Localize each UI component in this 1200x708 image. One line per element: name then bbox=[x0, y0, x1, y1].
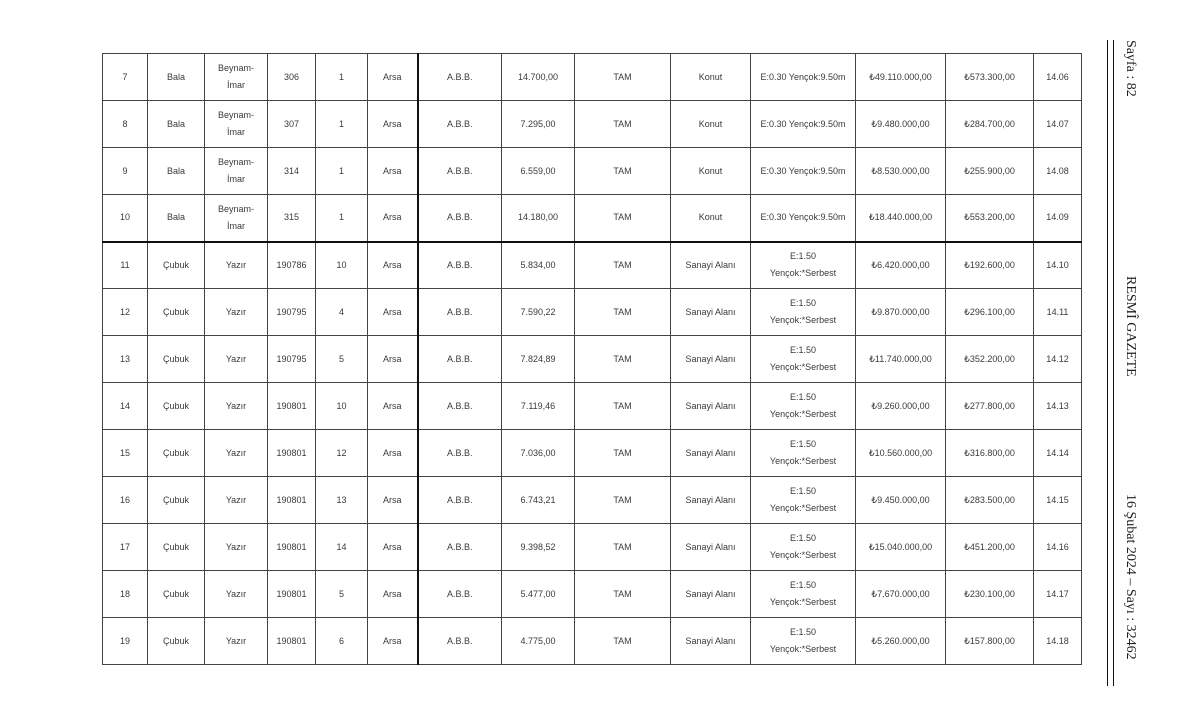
cell-building-terms: E:1.50 Yençok:*Serbest bbox=[751, 571, 856, 618]
table-row bbox=[103, 336, 1082, 383]
cell-estimated-value: ₺15.040.000,00 bbox=[856, 524, 946, 571]
cell-zoning: Sanayi Alanı bbox=[671, 477, 751, 524]
cell-zoning: Konut bbox=[671, 101, 751, 148]
cell-area: 7.036,00 bbox=[502, 430, 575, 477]
cell-owner: A.B.B. bbox=[418, 336, 502, 383]
cell-district: Bala bbox=[148, 54, 205, 101]
cell-district: Çubuk bbox=[148, 618, 205, 665]
page-number: Sayfa : 82 bbox=[1123, 40, 1138, 97]
cell-area: 7.119,46 bbox=[502, 383, 575, 430]
cell-guarantee: ₺316.800,00 bbox=[946, 430, 1034, 477]
cell-parcel-block: 190795 bbox=[268, 289, 316, 336]
cell-zoning: Sanayi Alanı bbox=[671, 571, 751, 618]
cell-share: TAM bbox=[575, 195, 671, 242]
cell-neighborhood: Yazır bbox=[205, 430, 268, 477]
cell-tender-time: 14.07 bbox=[1034, 101, 1082, 148]
cell-zoning: Sanayi Alanı bbox=[671, 242, 751, 289]
cell-parcel-no: 5 bbox=[316, 336, 368, 383]
cell-building-terms: E:1.50 Yençok:*Serbest bbox=[751, 383, 856, 430]
cell-zoning: Konut bbox=[671, 148, 751, 195]
cell-estimated-value: ₺8.530.000,00 bbox=[856, 148, 946, 195]
cell-parcel-no: 1 bbox=[316, 54, 368, 101]
cell-guarantee: ₺283.500,00 bbox=[946, 477, 1034, 524]
cell-tender-time: 14.10 bbox=[1034, 242, 1082, 289]
cell-district: Çubuk bbox=[148, 477, 205, 524]
cell-owner: A.B.B. bbox=[418, 101, 502, 148]
cell-district: Çubuk bbox=[148, 289, 205, 336]
cell-type: Arsa bbox=[368, 101, 418, 148]
cell-row-no: 11 bbox=[103, 242, 148, 289]
cell-tender-time: 14.12 bbox=[1034, 336, 1082, 383]
cell-share: TAM bbox=[575, 54, 671, 101]
cell-tender-time: 14.06 bbox=[1034, 54, 1082, 101]
cell-tender-time: 14.14 bbox=[1034, 430, 1082, 477]
cell-district: Çubuk bbox=[148, 571, 205, 618]
cell-area: 14.700,00 bbox=[502, 54, 575, 101]
cell-neighborhood: Beynam- İmar bbox=[205, 195, 268, 242]
cell-zoning: Sanayi Alanı bbox=[671, 618, 751, 665]
cell-share: TAM bbox=[575, 336, 671, 383]
cell-estimated-value: ₺10.560.000,00 bbox=[856, 430, 946, 477]
cell-building-terms: E:1.50 Yençok:*Serbest bbox=[751, 430, 856, 477]
cell-area: 5.834,00 bbox=[502, 242, 575, 289]
cell-parcel-no: 10 bbox=[316, 242, 368, 289]
cell-building-terms: E:1.50 Yençok:*Serbest bbox=[751, 618, 856, 665]
cell-share: TAM bbox=[575, 430, 671, 477]
cell-building-terms: E:1.50 Yençok:*Serbest bbox=[751, 289, 856, 336]
cell-parcel-no: 10 bbox=[316, 383, 368, 430]
cell-type: Arsa bbox=[368, 477, 418, 524]
cell-row-no: 14 bbox=[103, 383, 148, 430]
cell-owner: A.B.B. bbox=[418, 289, 502, 336]
cell-row-no: 10 bbox=[103, 195, 148, 242]
cell-parcel-no: 1 bbox=[316, 148, 368, 195]
cell-row-no: 12 bbox=[103, 289, 148, 336]
table-body bbox=[103, 54, 1082, 665]
cell-parcel-no: 1 bbox=[316, 195, 368, 242]
cell-tender-time: 14.16 bbox=[1034, 524, 1082, 571]
cell-neighborhood: Yazır bbox=[205, 242, 268, 289]
cell-owner: A.B.B. bbox=[418, 242, 502, 289]
cell-parcel-block: 190801 bbox=[268, 430, 316, 477]
cell-share: TAM bbox=[575, 477, 671, 524]
cell-parcel-block: 190786 bbox=[268, 242, 316, 289]
gazette-title: RESMÎ GAZETE bbox=[1123, 276, 1138, 377]
table-row bbox=[103, 477, 1082, 524]
cell-neighborhood: Yazır bbox=[205, 571, 268, 618]
cell-estimated-value: ₺9.260.000,00 bbox=[856, 383, 946, 430]
cell-estimated-value: ₺7.670.000,00 bbox=[856, 571, 946, 618]
table-row bbox=[103, 242, 1082, 289]
cell-share: TAM bbox=[575, 571, 671, 618]
cell-share: TAM bbox=[575, 289, 671, 336]
cell-type: Arsa bbox=[368, 383, 418, 430]
cell-type: Arsa bbox=[368, 148, 418, 195]
cell-parcel-block: 190801 bbox=[268, 477, 316, 524]
cell-owner: A.B.B. bbox=[418, 618, 502, 665]
cell-estimated-value: ₺11.740.000,00 bbox=[856, 336, 946, 383]
cell-building-terms: E:1.50 Yençok:*Serbest bbox=[751, 477, 856, 524]
cell-zoning: Konut bbox=[671, 195, 751, 242]
cell-row-no: 15 bbox=[103, 430, 148, 477]
cell-area: 7.295,00 bbox=[502, 101, 575, 148]
cell-neighborhood: Yazır bbox=[205, 336, 268, 383]
cell-row-no: 7 bbox=[103, 54, 148, 101]
table-row bbox=[103, 618, 1082, 665]
cell-parcel-block: 314 bbox=[268, 148, 316, 195]
cell-row-no: 18 bbox=[103, 571, 148, 618]
cell-row-no: 19 bbox=[103, 618, 148, 665]
cell-district: Bala bbox=[148, 148, 205, 195]
cell-guarantee: ₺296.100,00 bbox=[946, 289, 1034, 336]
table-row bbox=[103, 571, 1082, 618]
cell-building-terms: E:1.50 Yençok:*Serbest bbox=[751, 242, 856, 289]
cell-parcel-block: 190801 bbox=[268, 383, 316, 430]
cell-parcel-block: 315 bbox=[268, 195, 316, 242]
cell-owner: A.B.B. bbox=[418, 148, 502, 195]
cell-parcel-no: 1 bbox=[316, 101, 368, 148]
cell-parcel-no: 13 bbox=[316, 477, 368, 524]
cell-area: 14.180,00 bbox=[502, 195, 575, 242]
cell-type: Arsa bbox=[368, 524, 418, 571]
cell-area: 4.775,00 bbox=[502, 618, 575, 665]
cell-type: Arsa bbox=[368, 618, 418, 665]
cell-neighborhood: Yazır bbox=[205, 524, 268, 571]
cell-area: 9.398,52 bbox=[502, 524, 575, 571]
table-row bbox=[103, 148, 1082, 195]
cell-parcel-block: 190795 bbox=[268, 336, 316, 383]
issue-info: 16 Şubat 2024 – Sayı : 32462 bbox=[1123, 494, 1138, 660]
cell-row-no: 13 bbox=[103, 336, 148, 383]
cell-owner: A.B.B. bbox=[418, 383, 502, 430]
cell-row-no: 9 bbox=[103, 148, 148, 195]
table-row bbox=[103, 383, 1082, 430]
cell-parcel-no: 14 bbox=[316, 524, 368, 571]
cell-building-terms: E:1.50 Yençok:*Serbest bbox=[751, 524, 856, 571]
cell-zoning: Sanayi Alanı bbox=[671, 289, 751, 336]
cell-estimated-value: ₺9.870.000,00 bbox=[856, 289, 946, 336]
cell-district: Çubuk bbox=[148, 383, 205, 430]
cell-building-terms: E:0.30 Yençok:9.50m bbox=[751, 54, 856, 101]
cell-area: 5.477,00 bbox=[502, 571, 575, 618]
cell-guarantee: ₺451.200,00 bbox=[946, 524, 1034, 571]
cell-zoning: Konut bbox=[671, 54, 751, 101]
cell-owner: A.B.B. bbox=[418, 195, 502, 242]
cell-type: Arsa bbox=[368, 571, 418, 618]
cell-tender-time: 14.15 bbox=[1034, 477, 1082, 524]
tender-table bbox=[102, 53, 1082, 665]
header-rule bbox=[1107, 40, 1114, 686]
cell-share: TAM bbox=[575, 242, 671, 289]
cell-share: TAM bbox=[575, 618, 671, 665]
cell-guarantee: ₺573.300,00 bbox=[946, 54, 1034, 101]
cell-share: TAM bbox=[575, 383, 671, 430]
cell-guarantee: ₺277.800,00 bbox=[946, 383, 1034, 430]
cell-estimated-value: ₺9.480.000,00 bbox=[856, 101, 946, 148]
cell-share: TAM bbox=[575, 101, 671, 148]
cell-guarantee: ₺553.200,00 bbox=[946, 195, 1034, 242]
cell-parcel-no: 12 bbox=[316, 430, 368, 477]
cell-area: 6.743,21 bbox=[502, 477, 575, 524]
cell-type: Arsa bbox=[368, 195, 418, 242]
cell-estimated-value: ₺6.420.000,00 bbox=[856, 242, 946, 289]
cell-parcel-block: 307 bbox=[268, 101, 316, 148]
cell-zoning: Sanayi Alanı bbox=[671, 383, 751, 430]
table-row bbox=[103, 524, 1082, 571]
cell-estimated-value: ₺49.110.000,00 bbox=[856, 54, 946, 101]
cell-area: 7.824,89 bbox=[502, 336, 575, 383]
cell-owner: A.B.B. bbox=[418, 54, 502, 101]
cell-district: Çubuk bbox=[148, 430, 205, 477]
cell-tender-time: 14.09 bbox=[1034, 195, 1082, 242]
cell-neighborhood: Yazır bbox=[205, 289, 268, 336]
cell-zoning: Sanayi Alanı bbox=[671, 336, 751, 383]
cell-owner: A.B.B. bbox=[418, 524, 502, 571]
cell-guarantee: ₺192.600,00 bbox=[946, 242, 1034, 289]
cell-area: 7.590,22 bbox=[502, 289, 575, 336]
cell-building-terms: E:0.30 Yençok:9.50m bbox=[751, 195, 856, 242]
cell-share: TAM bbox=[575, 524, 671, 571]
table-row bbox=[103, 289, 1082, 336]
cell-guarantee: ₺157.800,00 bbox=[946, 618, 1034, 665]
cell-guarantee: ₺255.900,00 bbox=[946, 148, 1034, 195]
cell-building-terms: E:0.30 Yençok:9.50m bbox=[751, 101, 856, 148]
cell-neighborhood: Beynam- İmar bbox=[205, 148, 268, 195]
table-row bbox=[103, 195, 1082, 242]
cell-parcel-block: 306 bbox=[268, 54, 316, 101]
cell-district: Bala bbox=[148, 195, 205, 242]
cell-neighborhood: Yazır bbox=[205, 618, 268, 665]
cell-building-terms: E:1.50 Yençok:*Serbest bbox=[751, 336, 856, 383]
cell-row-no: 17 bbox=[103, 524, 148, 571]
cell-estimated-value: ₺9.450.000,00 bbox=[856, 477, 946, 524]
cell-district: Çubuk bbox=[148, 242, 205, 289]
cell-district: Bala bbox=[148, 101, 205, 148]
cell-parcel-no: 4 bbox=[316, 289, 368, 336]
cell-parcel-block: 190801 bbox=[268, 524, 316, 571]
cell-owner: A.B.B. bbox=[418, 477, 502, 524]
cell-owner: A.B.B. bbox=[418, 571, 502, 618]
cell-parcel-block: 190801 bbox=[268, 571, 316, 618]
cell-share: TAM bbox=[575, 148, 671, 195]
cell-type: Arsa bbox=[368, 54, 418, 101]
cell-owner: A.B.B. bbox=[418, 430, 502, 477]
cell-type: Arsa bbox=[368, 289, 418, 336]
cell-tender-time: 14.08 bbox=[1034, 148, 1082, 195]
table-row bbox=[103, 54, 1082, 101]
cell-parcel-no: 5 bbox=[316, 571, 368, 618]
cell-building-terms: E:0.30 Yençok:9.50m bbox=[751, 148, 856, 195]
cell-row-no: 8 bbox=[103, 101, 148, 148]
cell-area: 6.559,00 bbox=[502, 148, 575, 195]
cell-tender-time: 14.18 bbox=[1034, 618, 1082, 665]
cell-type: Arsa bbox=[368, 242, 418, 289]
cell-tender-time: 14.13 bbox=[1034, 383, 1082, 430]
cell-estimated-value: ₺5.260.000,00 bbox=[856, 618, 946, 665]
table-row bbox=[103, 101, 1082, 148]
cell-district: Çubuk bbox=[148, 524, 205, 571]
cell-type: Arsa bbox=[368, 336, 418, 383]
cell-parcel-no: 6 bbox=[316, 618, 368, 665]
cell-neighborhood: Yazır bbox=[205, 477, 268, 524]
cell-tender-time: 14.11 bbox=[1034, 289, 1082, 336]
cell-zoning: Sanayi Alanı bbox=[671, 524, 751, 571]
cell-neighborhood: Beynam- İmar bbox=[205, 54, 268, 101]
cell-neighborhood: Beynam- İmar bbox=[205, 101, 268, 148]
cell-tender-time: 14.17 bbox=[1034, 571, 1082, 618]
cell-estimated-value: ₺18.440.000,00 bbox=[856, 195, 946, 242]
cell-guarantee: ₺230.100,00 bbox=[946, 571, 1034, 618]
table-row bbox=[103, 430, 1082, 477]
cell-row-no: 16 bbox=[103, 477, 148, 524]
cell-type: Arsa bbox=[368, 430, 418, 477]
cell-parcel-block: 190801 bbox=[268, 618, 316, 665]
cell-neighborhood: Yazır bbox=[205, 383, 268, 430]
cell-district: Çubuk bbox=[148, 336, 205, 383]
cell-guarantee: ₺352.200,00 bbox=[946, 336, 1034, 383]
cell-zoning: Sanayi Alanı bbox=[671, 430, 751, 477]
cell-guarantee: ₺284.700,00 bbox=[946, 101, 1034, 148]
